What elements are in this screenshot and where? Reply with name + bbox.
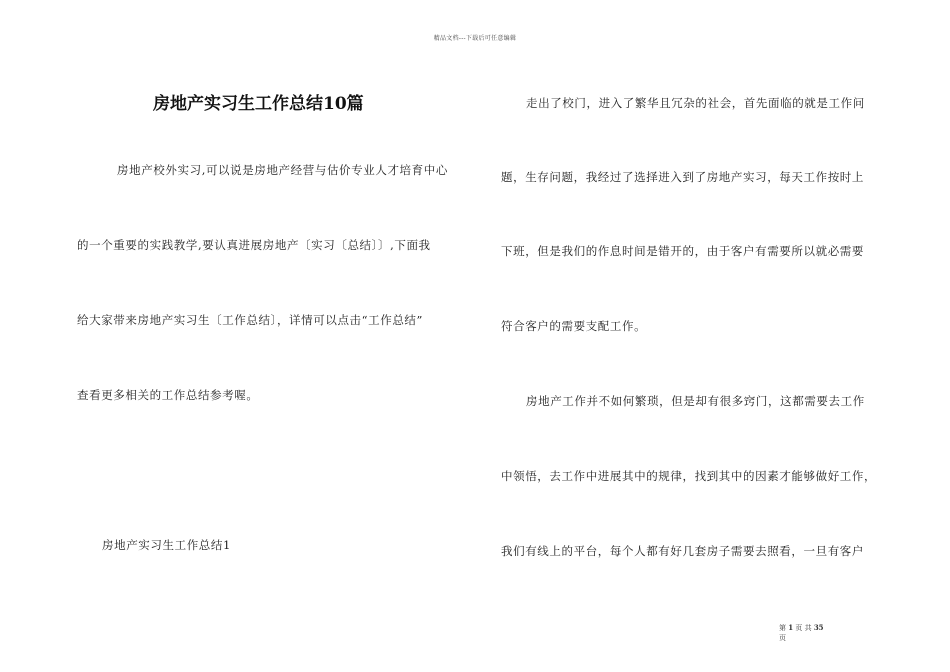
page-prefix: 第	[779, 624, 786, 632]
page-counter	[779, 623, 839, 643]
paragraph-line: 走出了校门，进入了繁华且冗杂的社会，首先面临的就是工作问	[526, 96, 865, 110]
paragraph-line: 给大家带来房地产实习生〔工作总结〕，详情可以点击“工作总结”	[77, 313, 424, 327]
page-mid: 页 共	[795, 624, 812, 632]
paragraph-line: 我们有线上的平台，每个人都有好几套房子需要去照看，一旦有客户	[501, 544, 864, 558]
page-suffix: 页	[779, 634, 786, 642]
paragraph-line: 符合客户的需要支配工作。	[501, 319, 647, 333]
paragraph-line: 查看更多相关的工作总结参考喔。	[77, 388, 259, 402]
paragraph-line: 房地产校外实习,可以说是房地产经营与估价专业人才培育中心	[117, 163, 448, 177]
document-title: 房地产实习生工作总结10篇	[153, 94, 364, 114]
page-header: 精品文档---下载后可任意编辑	[433, 35, 517, 42]
page-total: 35	[813, 623, 824, 632]
paragraph-line: 房地产工作并不如何繁琐，但是却有很多窍门，这都需要去工作	[526, 394, 865, 408]
page-current: 1	[788, 623, 794, 632]
paragraph-line: 下班，但是我们的作息时间是错开的，由于客户有需要所以就必需要	[501, 244, 864, 258]
section-heading: 房地产实习生工作总结1	[102, 538, 231, 552]
paragraph-line: 题，生存问题，我经过了选择进入到了房地产实习，每天工作按时上	[501, 170, 864, 184]
paragraph-line: 的一个重要的实践教学,要认真进展房地产〔实习〔总结〕〕,下面我	[77, 238, 431, 252]
paragraph-line: 中领悟，去工作中进展其中的规律，找到其中的因素才能够做好工作，	[501, 469, 877, 483]
